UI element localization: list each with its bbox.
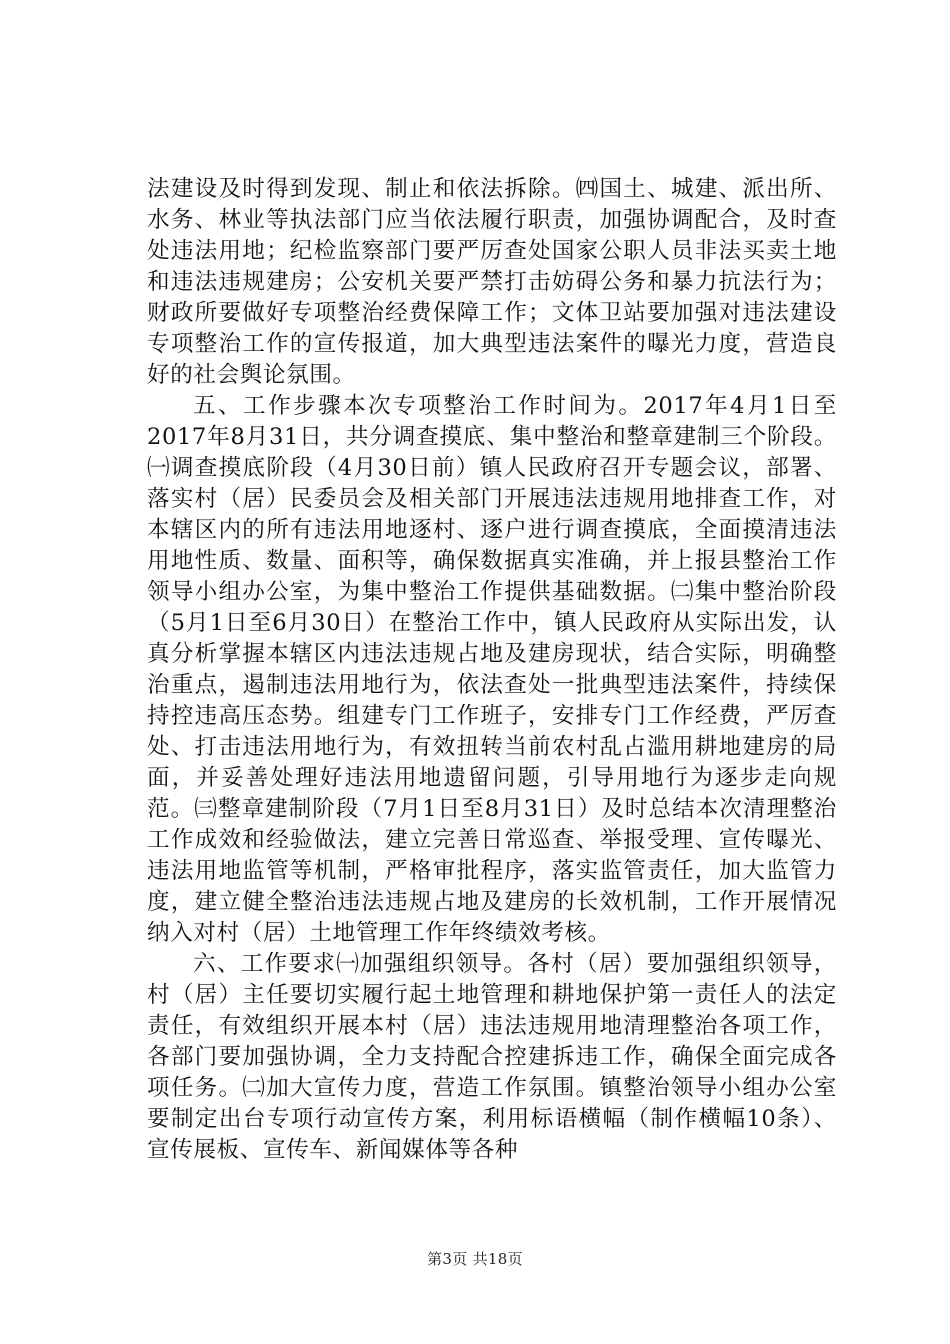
paragraph-work-steps: 五、工作步骤本次专项整治工作时间为。2017年4月1日至2017年8月31日，共分调查摸底、集中整治和整章建制三个阶段。㈠调查摸底阶段（4月30日前）镇人民政府召开专题会议，部署、落实村（居）民委员会及相关部门开展违法违规用地排查工作，对本辖区内的所有违法用地逐村、逐户进行调查摸底，全面摸清违法用地性质、数量、面积等，确保数据真实准确，并上报县整治工作领导小组办公室，为集中整治工作提供基础数据。㈡集中整治阶段（5月1日至6月30日）在整治工作中，镇人民政府从实际出发，认真分析掌握本辖区内违法违规占地及建房现状，结合实际，明确整治重点，遏制违法用地行为，依法查处一批典型违法案件，持续保持控违高压态势。组建专门工作班子，安排专门工作经费，严厉查处、打击违法用地行为，有效扭转当前农村乱占滥用耕地建房的局面，并妥善处理好违法用地遗留问题，引导用地行为逐步走向规范。㈢整章建制阶段（7月1日至8月31日）及时总结本次清理整治工作成效和经验做法，建立完善日常巡查、举报受理、宣传曝光、违法用地监管等机制，严格审批程序，落实监管责任，加大监管力度，建立健全整治违法违规占地及建房的长效机制，工作开展情况纳入对村（居）土地管理工作年终绩效考核。 [147, 393, 837, 946]
paragraph-continued: 法建设及时得到发现、制止和依法拆除。㈣国土、城建、派出所、水务、林业等执法部门应当依法履行职责，加强协调配合，及时查处违法用地；纪检监察部门要严厉查处国家公职人员非法买卖土地和违法违规建房；公安机关要严禁打击妨碍公务和暴力抗法行为；财政所要做好专项整治经费保障工作；文体卫站要加强对违法建设专项整治工作的宣传报道，加大典型违法案件的曝光力度，营造良好的社会舆论氛围。 [147, 176, 837, 388]
page-number-footer: 第3页 共18页 [427, 1250, 523, 1268]
paragraph-work-requirements: 六、工作要求㈠加强组织领导。各村（居）要加强组织领导，村（居）主任要切实履行起土地管理和耕地保护第一责任人的法定责任，有效组织开展本村（居）违法违规用地清理整治各项工作，各部门要加强协调，全力支持配合控建拆违工作，确保全面完成各项任务。㈡加大宣传力度，营造工作氛围。镇整治领导小组办公室要制定出台专项行动宣传方案，利用标语横幅（制作横幅10条）、宣传展板、宣传车、新闻媒体等各种 [147, 951, 837, 1163]
document-body [147, 174, 837, 1166]
